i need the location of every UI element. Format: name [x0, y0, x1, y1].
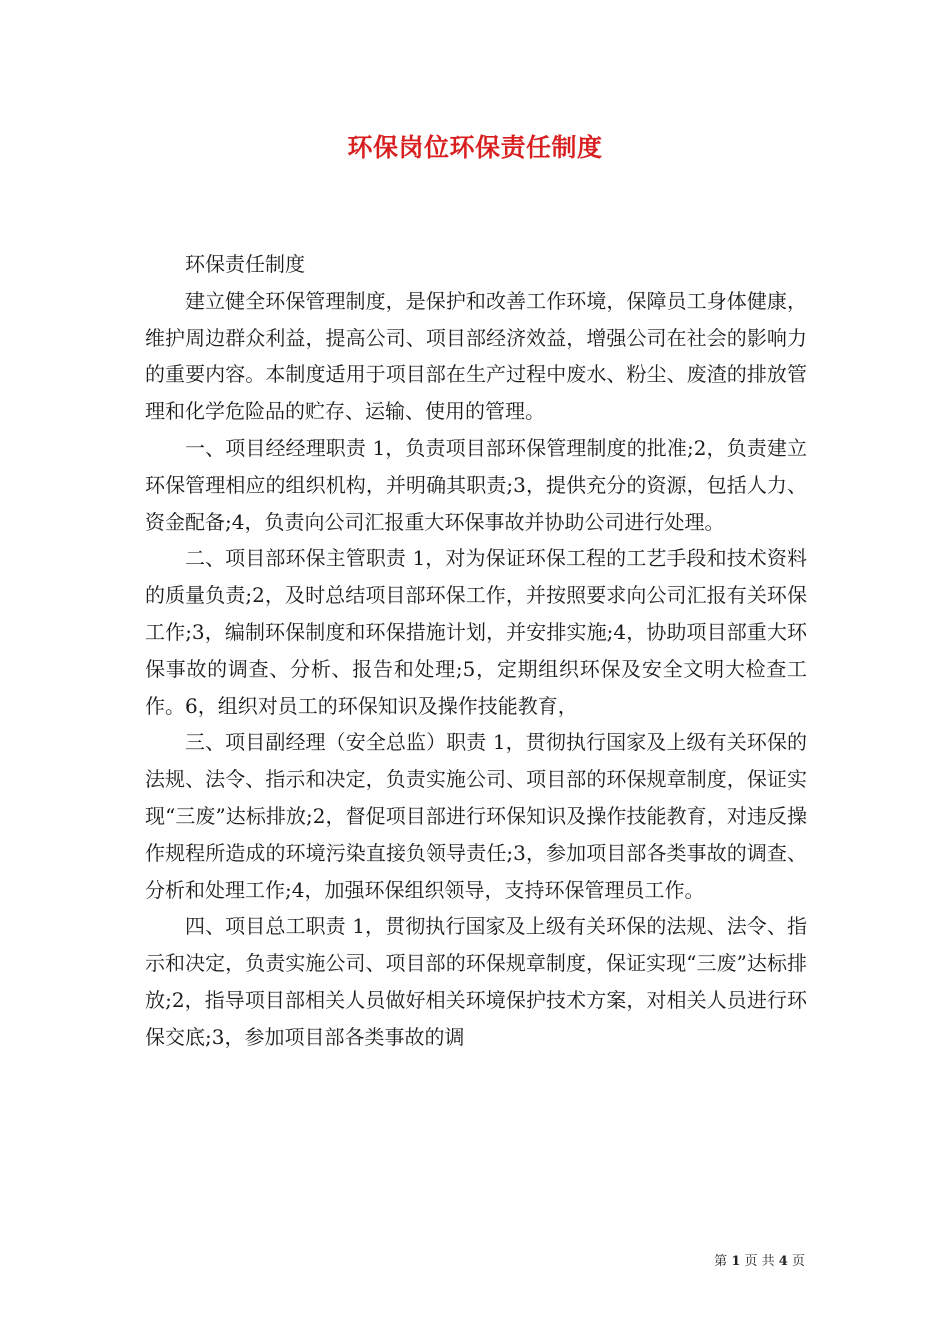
- paragraph-deputy-manager-duties: 三、项目副经理（安全总监）职责 1，贯彻执行国家及上级有关环保的法规、法令、指示和决定，负责实施公司、项目部的环保规章制度，保证实现“三废”达标排放;2，督促项目部进行环保知识及操作技能教育，对违反操作规程所造成的环境污染直接负领导责任;3，参加项目部各类事故的调查、分析和处理工作;4，加强环保组织领导，支持环保管理员工作。: [145, 730, 807, 902]
- page-number-footer: [714, 1250, 805, 1269]
- document-body: [145, 246, 807, 1056]
- footer-middle: 页 共: [744, 1254, 775, 1269]
- paragraph-environmental-supervisor-duties: 二、项目部环保主管职责 1，对为保证环保工程的工艺手段和技术资料的质量负责;2，及时总结项目部环保工作，并按照要求向公司汇报有关环保工作;3，编制环保制度和环保措施计划，并安排实施;4，协助项目部重大环保事故的调查、分析、报告和处理;5，定期组织环保及安全文明大检查工作。6，组织对员工的环保知识及操作技能教育，: [145, 546, 807, 718]
- paragraph-intro: 建立健全环保管理制度，是保护和改善工作环境，保障员工身体健康，维护周边群众利益，提高公司、项目部经济效益，增强公司在社会的影响力的重要内容。本制度适用于项目部在生产过程中废水、粉尘、废渣的排放管理和化学危险品的贮存、运输、使用的管理。: [145, 288, 807, 424]
- footer-current-page: 1: [731, 1254, 741, 1269]
- footer-suffix: 页: [791, 1254, 805, 1269]
- paragraph-project-manager-duties: 一、项目经经理职责 1，负责项目部环保管理制度的批准;2，负责建立环保管理相应的组织机构，并明确其职责;3，提供充分的资源，包括人力、资金配备;4，负责向公司汇报重大环保事故并协助公司进行处理。: [145, 435, 807, 534]
- paragraph-chief-engineer-duties: 四、项目总工职责 1，贯彻执行国家及上级有关环保的法规、法令、指示和决定，负责实施公司、项目部的环保规章制度，保证实现“三废”达标排放;2，指导项目部相关人员做好相关环境保护技术方案，对相关人员进行环保交底;3，参加项目部各类事故的调: [145, 914, 807, 1049]
- document-title: 环保岗位环保责任制度: [347, 133, 603, 162]
- section-heading: 环保责任制度: [185, 252, 305, 276]
- footer-total-pages: 4: [778, 1254, 788, 1269]
- footer-prefix: 第: [714, 1254, 728, 1269]
